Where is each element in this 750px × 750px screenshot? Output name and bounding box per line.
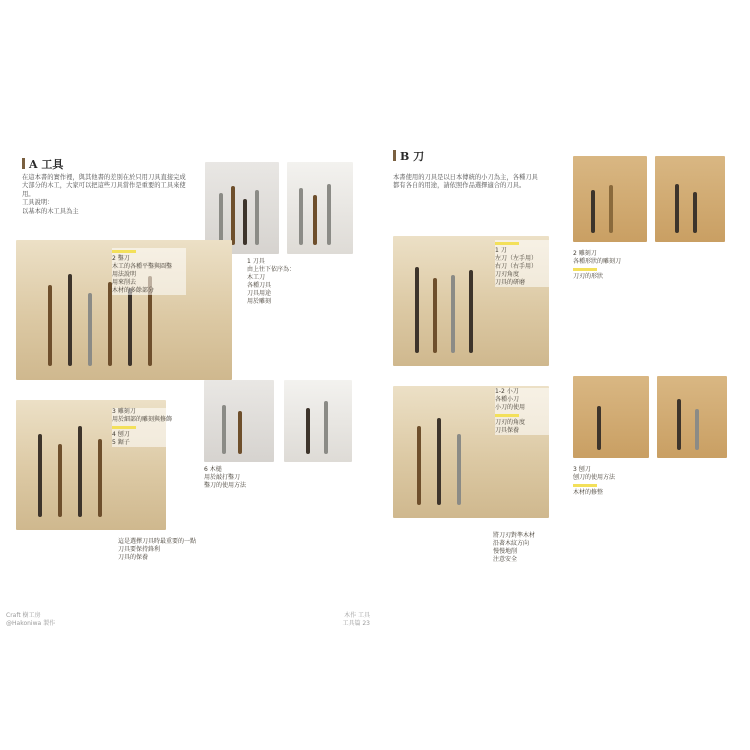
highlight-mark: [112, 250, 136, 253]
right-intro: [393, 174, 573, 191]
right-notes-d: [573, 466, 723, 497]
right-footer: [316, 612, 370, 628]
note-line: 木工的各種平鑿與圓鑿: [112, 263, 173, 270]
note-line: 刀具用途: [247, 290, 272, 297]
highlight-mark: [495, 414, 519, 417]
photo-wood-panel-1: [573, 156, 647, 242]
left-notes-a: [247, 258, 369, 306]
left-notes-d: [204, 466, 364, 490]
right-notes-e: [493, 532, 613, 564]
note-line: 沿著木紋方向: [493, 540, 530, 547]
note-line: 5 鋸子: [112, 439, 130, 446]
intro-line: 大部分的木工，大家可以把這些刀具當作是重要的工具來使用。: [22, 182, 186, 198]
note-line: 刀具的保養: [118, 554, 149, 561]
photo-wood-panel-4: [657, 376, 727, 458]
note-line: 刀具保養: [495, 427, 520, 434]
highlight-mark: [573, 484, 597, 487]
left-section-title: A 工具: [22, 156, 63, 172]
note-line: 慢慢地削: [493, 548, 518, 555]
left-intro: [22, 174, 187, 216]
note-line: 4 刨刀: [112, 431, 130, 438]
footer-line: Craft 樹工房: [6, 612, 41, 619]
highlight-mark: [495, 242, 519, 245]
left-page: [0, 140, 375, 630]
left-footer: [6, 612, 55, 628]
intro-line: 本書使用的刀具是以日本傳統的小刀為主，各種刀具: [393, 174, 538, 181]
note-line: 木工刀: [247, 274, 266, 281]
note-line: 用於雕刻: [247, 298, 272, 305]
note-line: 2 雕刻刀: [573, 250, 597, 257]
highlight-mark: [112, 426, 136, 429]
note-line: 左刀（左手用）: [495, 255, 538, 262]
photo-mallet: [284, 380, 352, 462]
right-notes-b: [573, 250, 723, 281]
footer-line: 木作 工具: [344, 612, 370, 619]
note-line: 6 木槌: [204, 466, 222, 473]
right-notes-c: [495, 388, 569, 435]
photo-tools-rack-2: [287, 162, 353, 254]
footer-line: 工具篇 23: [342, 620, 370, 627]
intro-line: 都有各自的用途，請依照作品選擇適合的刀具。: [393, 182, 526, 190]
note-line: 用於敲打鑿刀: [204, 474, 241, 481]
note-line: 將刀刃對準木材: [493, 532, 536, 539]
note-line: 各種形狀的雕刻刀: [573, 258, 622, 265]
note-line: 3 刨刀: [573, 466, 591, 473]
note-line: 刨刀的使用方法: [573, 474, 616, 481]
note-line: 注意安全: [493, 556, 518, 563]
left-notes-c: [112, 408, 186, 447]
photo-saws: [204, 380, 274, 462]
note-line: 右刀（右手用）: [495, 263, 538, 270]
note-line: 刀具要保持鋒利: [118, 546, 161, 553]
note-line: 小刀的使用: [495, 404, 526, 411]
note-line: 1-2 小刀: [495, 388, 519, 395]
note-line: 木材的修整: [573, 489, 604, 496]
note-line: 1 刀: [495, 247, 507, 254]
right-page: [375, 140, 750, 630]
footer-line: @Hakoniwa 製作: [6, 620, 56, 627]
title-bar-icon: [393, 150, 396, 161]
left-notes-b: [112, 248, 186, 295]
note-line: 各種小刀: [495, 396, 520, 403]
intro-line: 以基本的木工具為主: [22, 207, 79, 215]
note-line: 鑿刀的使用方法: [204, 482, 247, 489]
note-line: 用來削去: [112, 279, 137, 286]
photo-wood-panel-2: [655, 156, 725, 242]
right-notes-a: [495, 240, 569, 287]
note-line: 刀刃的形狀: [573, 273, 604, 280]
note-line: 刀具的研磨: [495, 279, 526, 286]
note-line: 各種刀具: [247, 282, 272, 289]
note-line: 用於細部的雕刻與修飾: [112, 416, 173, 423]
highlight-mark: [573, 268, 597, 271]
note-line: 這是選擇刀具時最重要的一點: [118, 538, 197, 545]
left-notes-e: [118, 538, 238, 562]
note-line: 刀刃的角度: [495, 419, 526, 426]
note-line: 用法說明: [112, 271, 137, 278]
note-line: 3 雕刻刀: [112, 408, 136, 415]
book-spread: [0, 140, 750, 630]
note-line: 刀刃角度: [495, 271, 520, 278]
intro-line: 在這本書的實作裡，與其他書的差別在於只用刀具直接完成: [22, 174, 186, 181]
note-line: 木材的多餘部分: [112, 287, 155, 294]
photo-wood-panel-3: [573, 376, 649, 458]
intro-line: 工具說明：: [22, 199, 54, 207]
note-line: 2 鑿刀: [112, 255, 130, 262]
note-line: 1 刀具: [247, 258, 265, 265]
title-bar-icon: [22, 158, 25, 169]
note-line: 由上往下依序為：: [247, 266, 296, 273]
right-section-title: B 刀: [393, 148, 424, 164]
